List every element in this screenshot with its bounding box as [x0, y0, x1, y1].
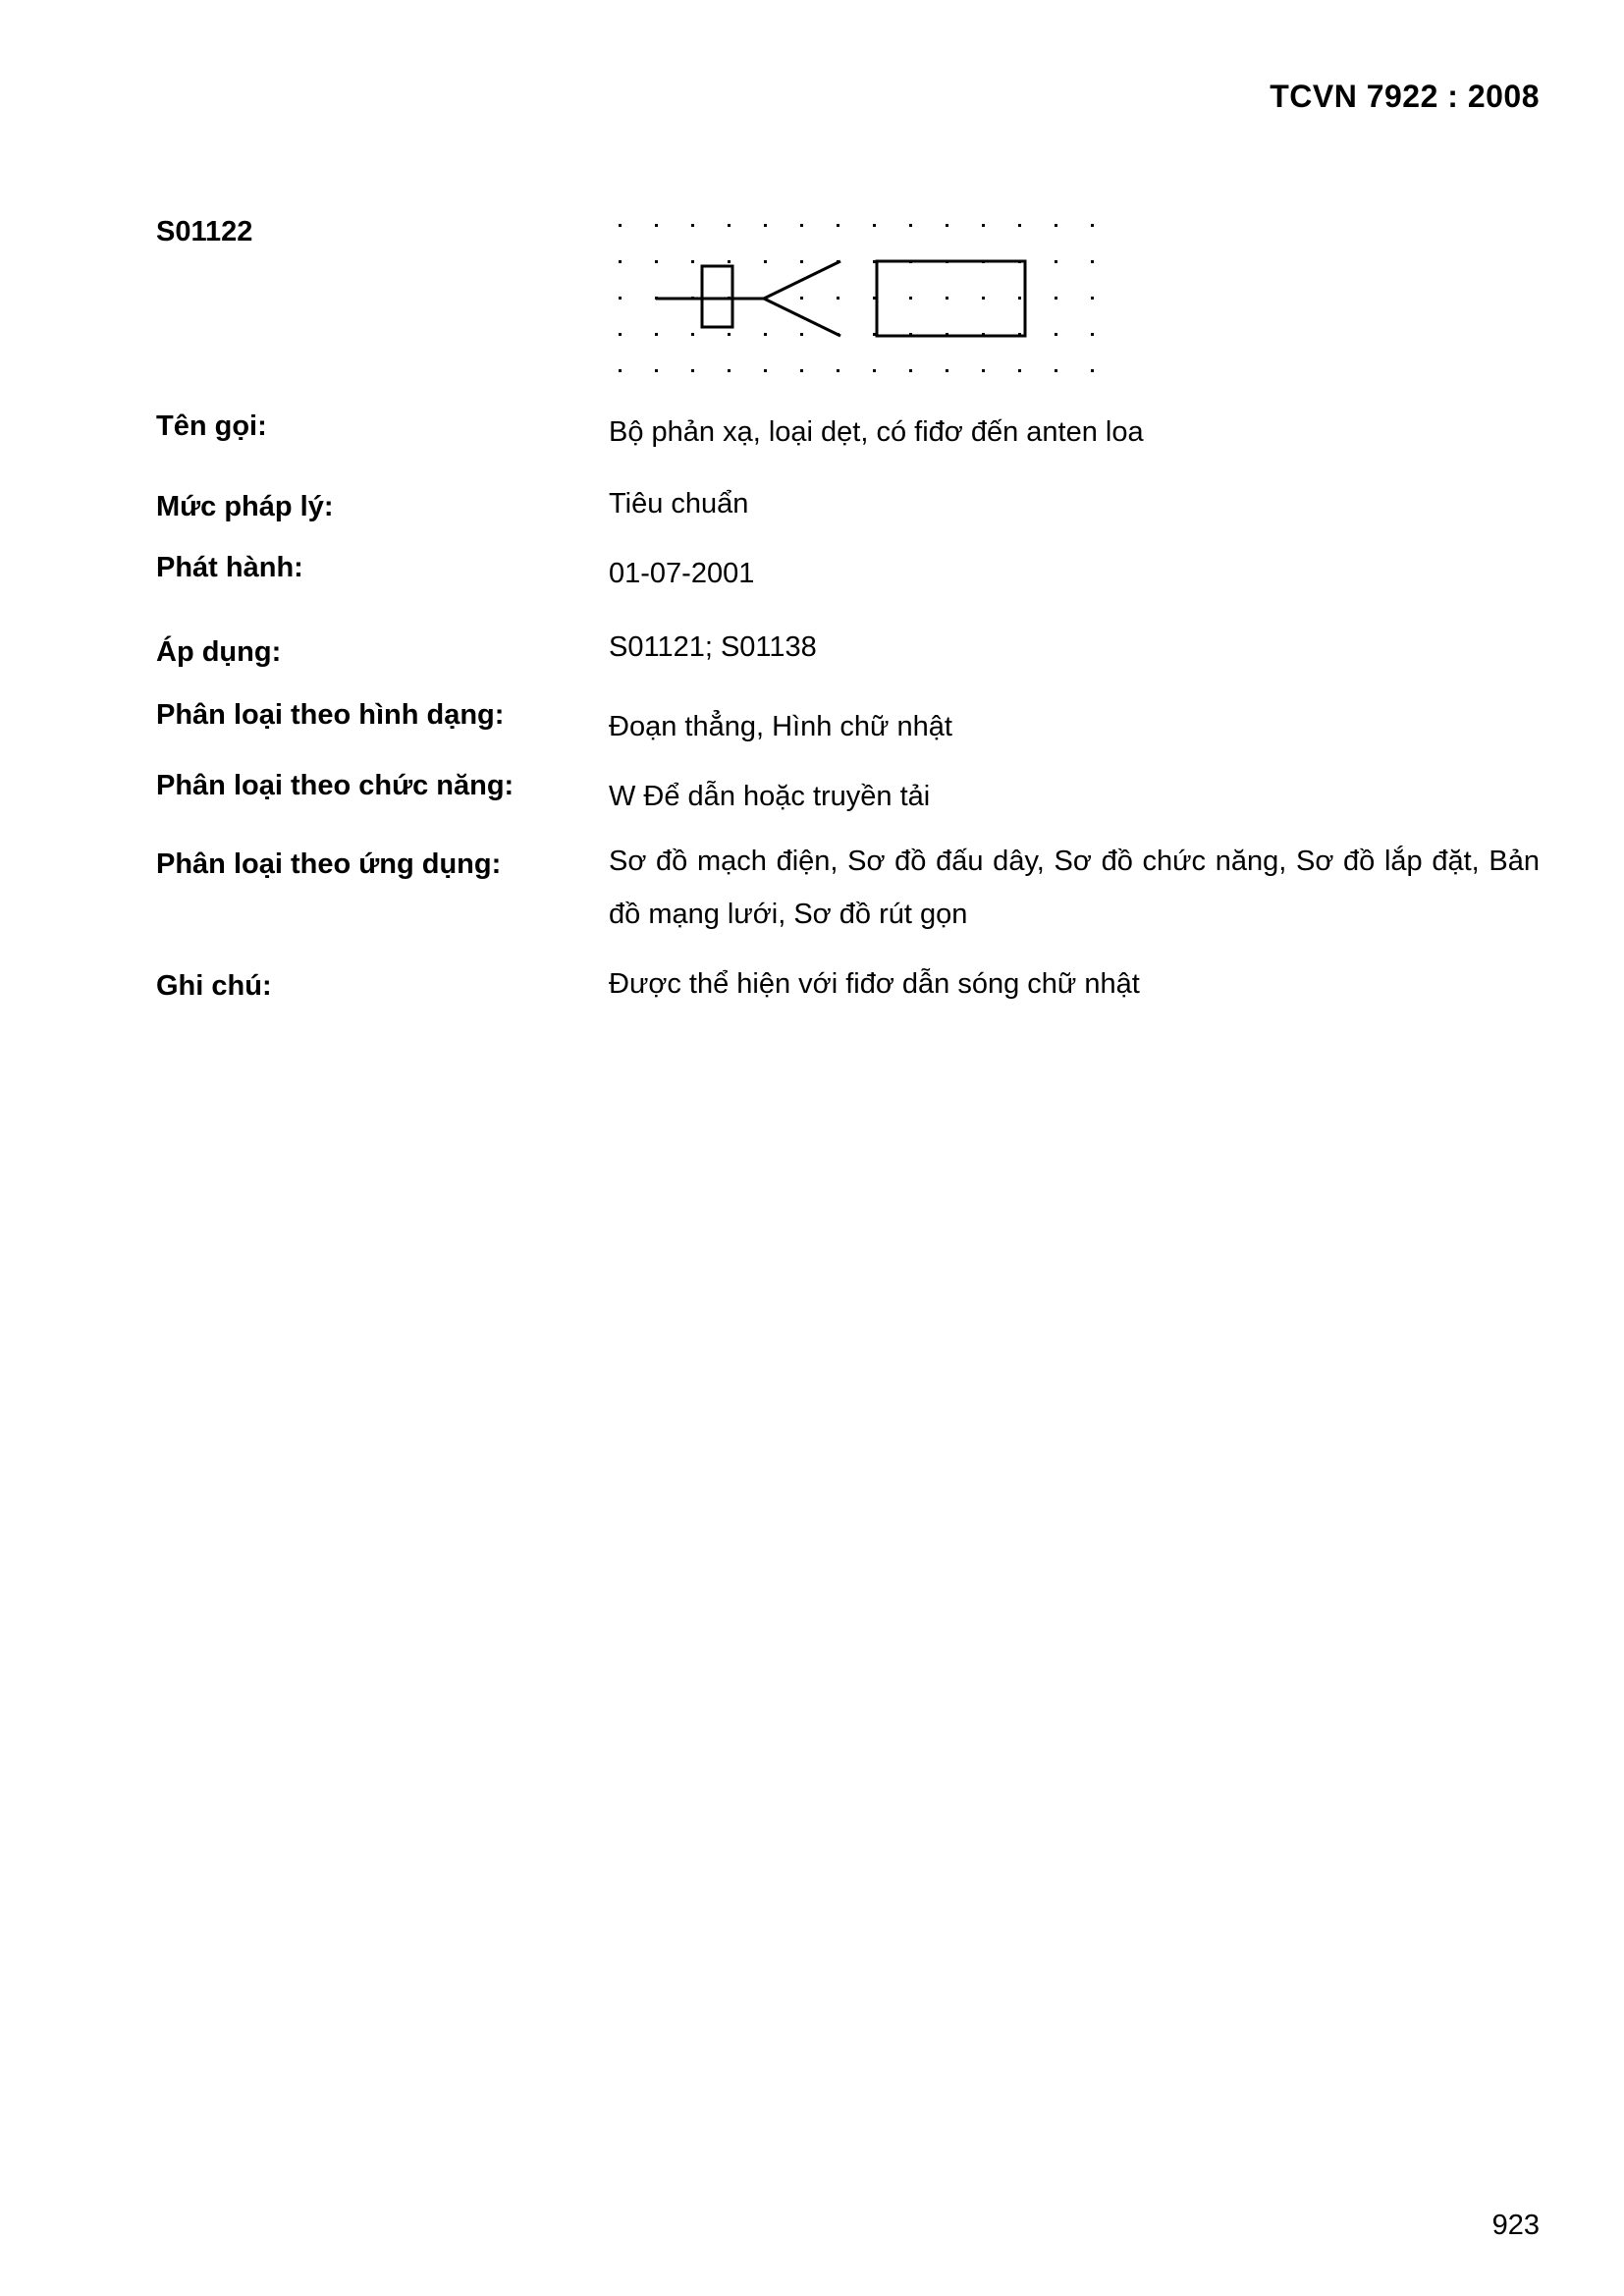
grid-dot: [1018, 369, 1021, 372]
field-label-name: Tên gọi:: [156, 410, 267, 442]
grid-dot: [873, 224, 876, 227]
field-value-legal-level: Tiêu chuẩn: [609, 488, 749, 519]
field-value-function-class: W Để dẫn hoặc truyền tải: [609, 781, 931, 812]
field-value-shape-class: Đoạn thẳng, Hình chữ nhật: [609, 711, 952, 742]
grid-dot: [728, 333, 731, 336]
field-label-shape-class: Phân loại theo hình dạng:: [156, 699, 505, 731]
grid-dot: [946, 297, 948, 300]
grid-dot: [800, 260, 803, 263]
grid-dot: [619, 369, 622, 372]
grid-dot: [800, 297, 803, 300]
flat-reflector-horn-antenna-symbol-icon: [607, 210, 1110, 377]
grid-dot: [655, 369, 658, 372]
page-number: 923: [1491, 2210, 1540, 2241]
grid-dot: [619, 224, 622, 227]
horn-lower-edge: [764, 299, 840, 336]
grid-dot: [1091, 260, 1094, 263]
grid-dot: [1091, 297, 1094, 300]
grid-dot: [1055, 333, 1057, 336]
horn-upper-edge: [764, 261, 840, 299]
grid-dot: [728, 260, 731, 263]
grid-dot: [837, 297, 839, 300]
grid-dot: [800, 224, 803, 227]
grid-dot: [837, 369, 839, 372]
grid-dot: [619, 333, 622, 336]
field-label-function-class: Phân loại theo chức năng:: [156, 770, 514, 801]
grid-dot: [1018, 297, 1021, 300]
grid-dot: [655, 260, 658, 263]
grid-dot: [909, 224, 912, 227]
grid-dot: [691, 333, 694, 336]
grid-dot: [800, 369, 803, 372]
grid-dot: [837, 224, 839, 227]
grid-dot: [691, 224, 694, 227]
grid-dot: [1055, 260, 1057, 263]
grid-dot: [909, 297, 912, 300]
grid-dot: [1091, 333, 1094, 336]
field-value-applies: S01121; S01138: [609, 631, 817, 663]
grid-dot: [1055, 224, 1057, 227]
grid-dot: [764, 369, 767, 372]
grid-dot: [691, 369, 694, 372]
field-value-note: Được thể hiện với fiđơ dẫn sóng chữ nhật: [609, 968, 1140, 1000]
waveguide-rectangle: [877, 261, 1025, 336]
grid-dot: [1018, 224, 1021, 227]
field-label-release: Phát hành:: [156, 552, 303, 583]
grid-dot: [691, 260, 694, 263]
grid-dot: [764, 333, 767, 336]
field-value-application-class: Sơ đồ mạch điện, Sơ đồ đấu dây, Sơ đồ chức năng, Sơ đồ lắp đặt, Bản đồ mạng lưới, Sơ đồ rút gọn: [609, 846, 1540, 930]
grid-dot: [873, 369, 876, 372]
grid-dot: [619, 297, 622, 300]
grid-dot: [1091, 224, 1094, 227]
grid-dot: [982, 369, 985, 372]
field-value-release: 01-07-2001: [609, 558, 755, 589]
grid-dot: [946, 369, 948, 372]
grid-dot: [655, 224, 658, 227]
grid-dot: [764, 260, 767, 263]
symbol-code: S01122: [156, 216, 253, 247]
field-label-application-class: Phân loại theo ứng dụng:: [156, 848, 502, 880]
grid-dot: [728, 224, 731, 227]
field-label-applies: Áp dụng:: [156, 636, 282, 668]
grid-dot: [764, 224, 767, 227]
grid-dot: [982, 297, 985, 300]
grid-dot: [982, 224, 985, 227]
grid-dot: [728, 369, 731, 372]
grid-dot: [655, 333, 658, 336]
field-value-name: Bộ phản xạ, loại dẹt, có fiđơ đến anten loa: [609, 416, 1144, 448]
grid-dot: [800, 333, 803, 336]
grid-dot: [1055, 297, 1057, 300]
grid-dot: [1091, 369, 1094, 372]
grid-dot: [1055, 369, 1057, 372]
field-label-legal-level: Mức pháp lý:: [156, 491, 334, 522]
grid-dot: [619, 260, 622, 263]
grid-dot: [946, 224, 948, 227]
grid-dot: [909, 369, 912, 372]
symbol-strokes: [656, 261, 1025, 336]
standard-header: TCVN 7922 : 2008: [1270, 79, 1540, 114]
field-label-note: Ghi chú:: [156, 970, 272, 1002]
